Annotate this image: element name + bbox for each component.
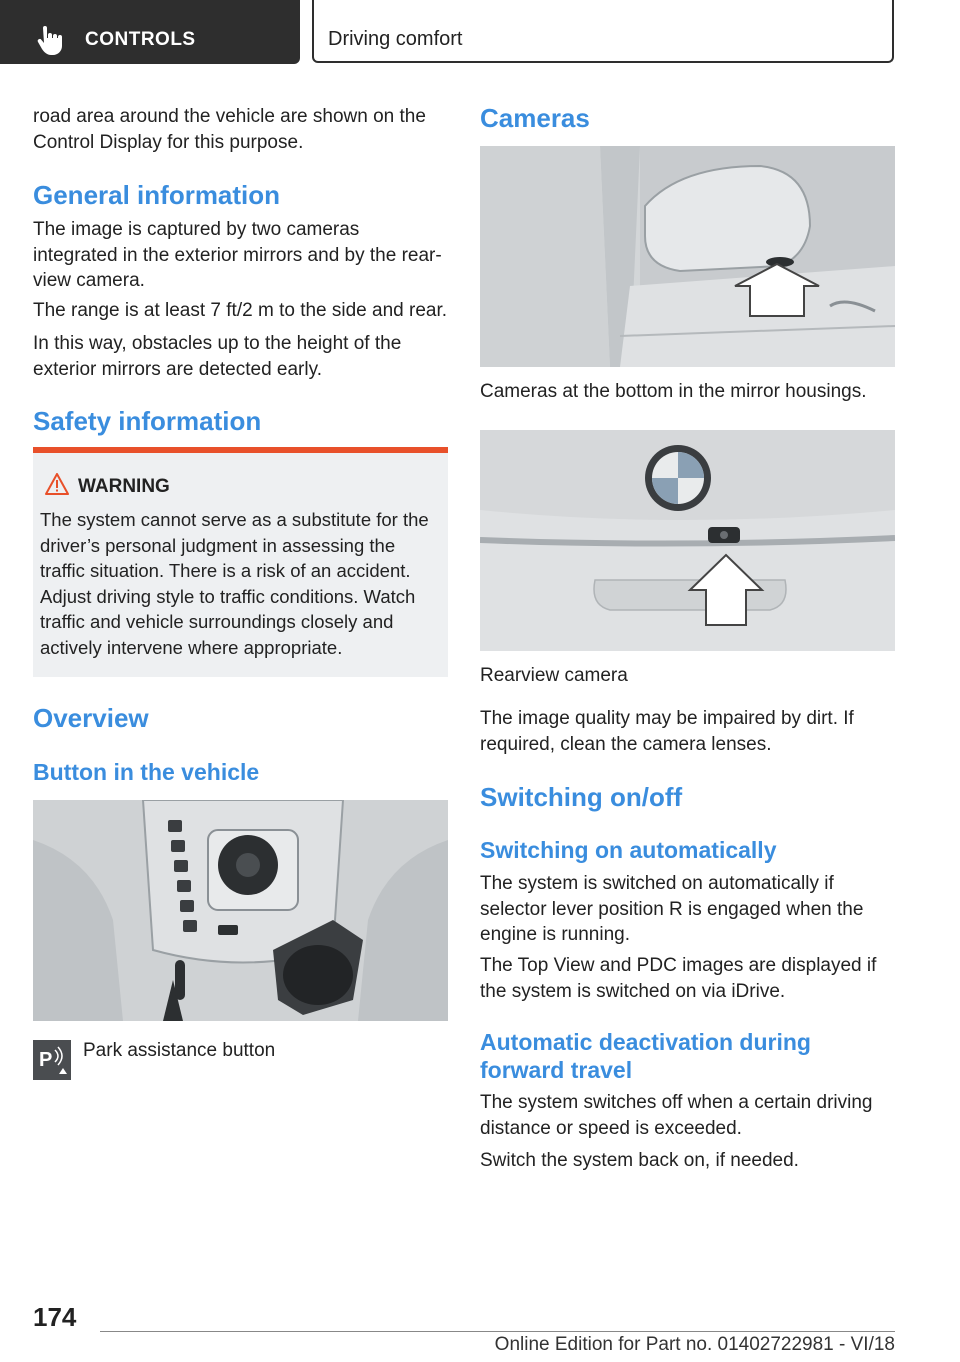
warning-box [33, 447, 448, 677]
warning-title: WARNING [78, 476, 170, 497]
automatic-deactivation-heading: Automatic deactivation during forward travel [480, 1029, 811, 1083]
overview-heading: Overview [33, 703, 149, 733]
section-tab [0, 0, 300, 64]
warning-triangle-icon [45, 473, 69, 495]
hand-pointer-icon [34, 26, 64, 56]
button-in-vehicle-heading: Button in the vehicle [33, 759, 260, 785]
auto-off-paragraph-2: Switch the system back on, if needed. [480, 1150, 799, 1171]
mirror-camera-image [480, 146, 895, 367]
page-number: 174 [33, 1302, 77, 1332]
footer-edition: Online Edition for Part no. 01402722981 - VI/18 [494, 1334, 895, 1355]
warning-text: The system cannot serve as a substitute for the driver’s personal judgment in assessing the traffic situation. There is a risk of an accident. Adjust driving style to traffic conditions. Watch traffic and vehicle surroundings closely and actively intervene where appropriate. [40, 509, 429, 658]
general-information-heading: General information [33, 180, 281, 210]
switching-on-automatically-heading: Switching on automatically [480, 837, 777, 863]
switching-on-off-heading: Switching on/off [480, 782, 683, 812]
intro-paragraph: road area around the vehicle are shown on the Control Display for this purpose. [33, 106, 426, 153]
rearview-camera-caption: Rearview camera [480, 665, 628, 686]
auto-off-paragraph-1: The system switches off when a certain driving distance or speed is exceeded. [480, 1092, 873, 1139]
center-console-illustration [33, 800, 448, 1021]
general-paragraph-1: The image is captured by two cameras integrated in the exterior mirrors and by the rear-view camera. [33, 219, 442, 291]
general-paragraph-3: In this way, obstacles up to the height of the exterior mirrors are detected early. [33, 333, 402, 380]
park-assistance-icon [33, 1040, 71, 1080]
chapter-tab [312, 0, 894, 63]
mirror-camera-illustration [480, 146, 895, 367]
section-label: CONTROLS [85, 29, 196, 50]
auto-on-paragraph-1: The system is switched on automatically if selector lever position R is engaged when the engine is running. [480, 873, 864, 945]
mirror-camera-caption: Cameras at the bottom in the mirror housings. [480, 381, 867, 402]
warning-bar [33, 447, 448, 453]
safety-information-heading: Safety information [33, 406, 262, 436]
page-header [0, 0, 960, 66]
image-quality-paragraph: The image quality may be impaired by dirt. If required, clean the camera lenses. [480, 708, 854, 755]
footer-divider [100, 1331, 895, 1332]
general-paragraph-2: The range is at least 7 ft/2 m to the side and rear. [33, 300, 448, 321]
park-assistance-label: Park assistance button [83, 1040, 276, 1061]
center-console-image [33, 800, 448, 1021]
auto-on-paragraph-2: The Top View and PDC images are displayed if the system is switched on via iDrive. [480, 955, 877, 1002]
cameras-heading: Cameras [480, 103, 590, 133]
svg-text:P: P [39, 1049, 53, 1071]
chapter-label: Driving comfort [328, 28, 463, 50]
rearview-camera-illustration [480, 430, 895, 651]
rearview-camera-image [480, 430, 895, 651]
